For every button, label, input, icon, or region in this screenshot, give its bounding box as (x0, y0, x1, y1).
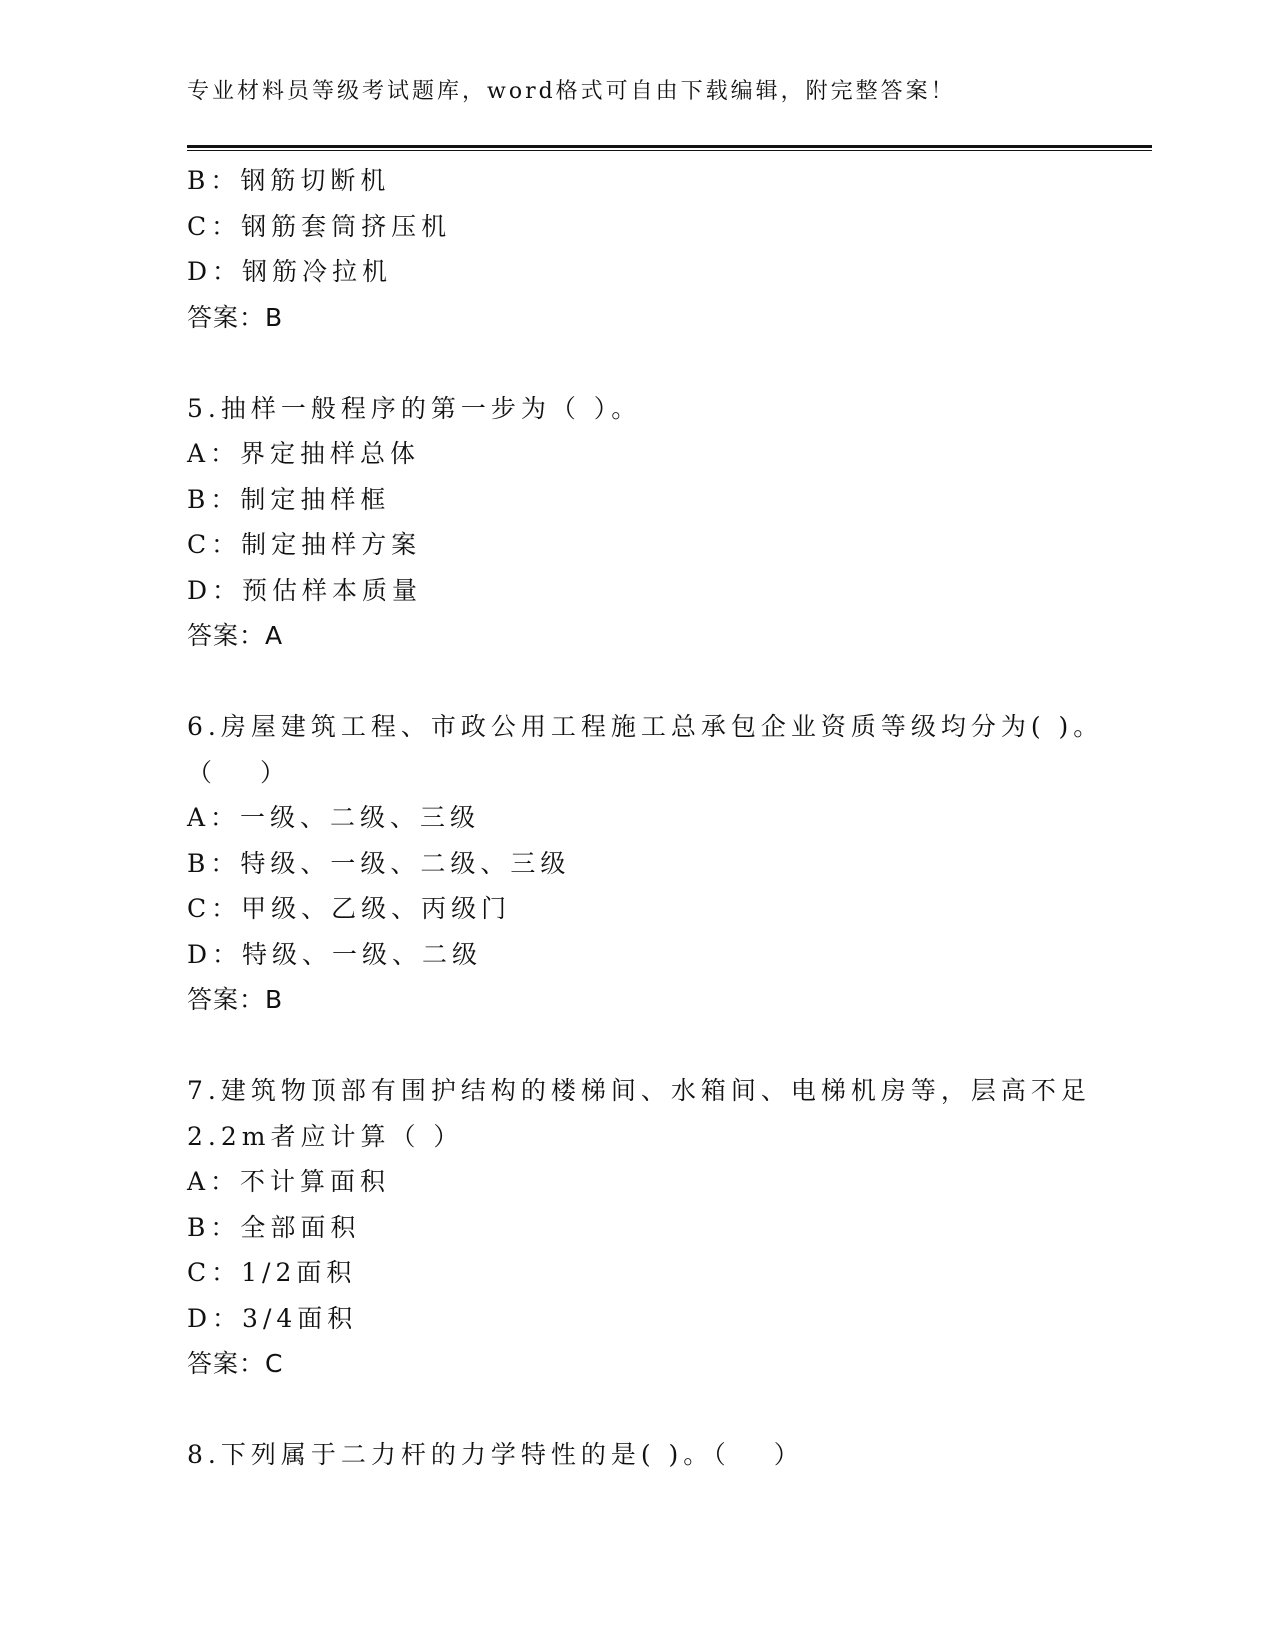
header-divider-thin (187, 150, 1152, 151)
option-d: D：3/4面积 (187, 1303, 358, 1333)
answer: 答案：A (187, 621, 284, 650)
header-divider (187, 145, 1152, 148)
option-d: D：预估样本质量 (187, 575, 423, 605)
question-stem: 6.房屋建筑工程、市政公用工程施工总承包企业资质等级均分为( )。 (187, 712, 1104, 741)
question-7 (187, 1068, 1157, 1387)
option-b: B：特级、一级、二级、三级 (187, 848, 571, 878)
option-d: D：钢筋冷拉机 (187, 257, 393, 286)
question-list (187, 158, 1157, 1478)
answer: 答案：C (187, 1349, 284, 1378)
question-stem: 8.下列属于二力杆的力学特性的是( )。（ ） (187, 1440, 804, 1469)
answer: 答案：B (187, 985, 284, 1014)
option-a: A：界定抽样总体 (187, 439, 421, 468)
option-a: A：不计算面积 (187, 1167, 391, 1196)
option-b: B：钢筋切断机 (187, 166, 391, 195)
page-header: 专业材料员等级考试题库，word格式可自由下载编辑，附完整答案！ (187, 79, 956, 104)
question-4-continued (187, 158, 1157, 340)
option-a: A：一级、二级、三级 (187, 803, 481, 832)
option-c: C：钢筋套筒挤压机 (187, 211, 452, 241)
question-stem-continued: 2.2m者应计算（ ） (187, 1121, 464, 1151)
option-b: B：全部面积 (187, 1212, 361, 1242)
question-8 (187, 1432, 1157, 1478)
option-d: D：特级、一级、二级 (187, 939, 483, 969)
question-stem-continued: （ ） (187, 757, 290, 787)
option-b: B：制定抽样框 (187, 484, 391, 514)
answer: 答案：B (187, 302, 284, 332)
question-stem: 5.抽样一般程序的第一步为（ ）。 (187, 393, 642, 423)
question-stem: 7.建筑物顶部有围护结构的楼梯间、水箱间、电梯机房等，层高不足 (187, 1076, 1091, 1105)
question-5 (187, 386, 1157, 659)
option-c: C：甲级、乙级、丙级门 (187, 894, 512, 923)
option-c: C：1/2面积 (187, 1258, 357, 1287)
option-c: C：制定抽样方案 (187, 530, 422, 559)
question-6 (187, 704, 1157, 1023)
